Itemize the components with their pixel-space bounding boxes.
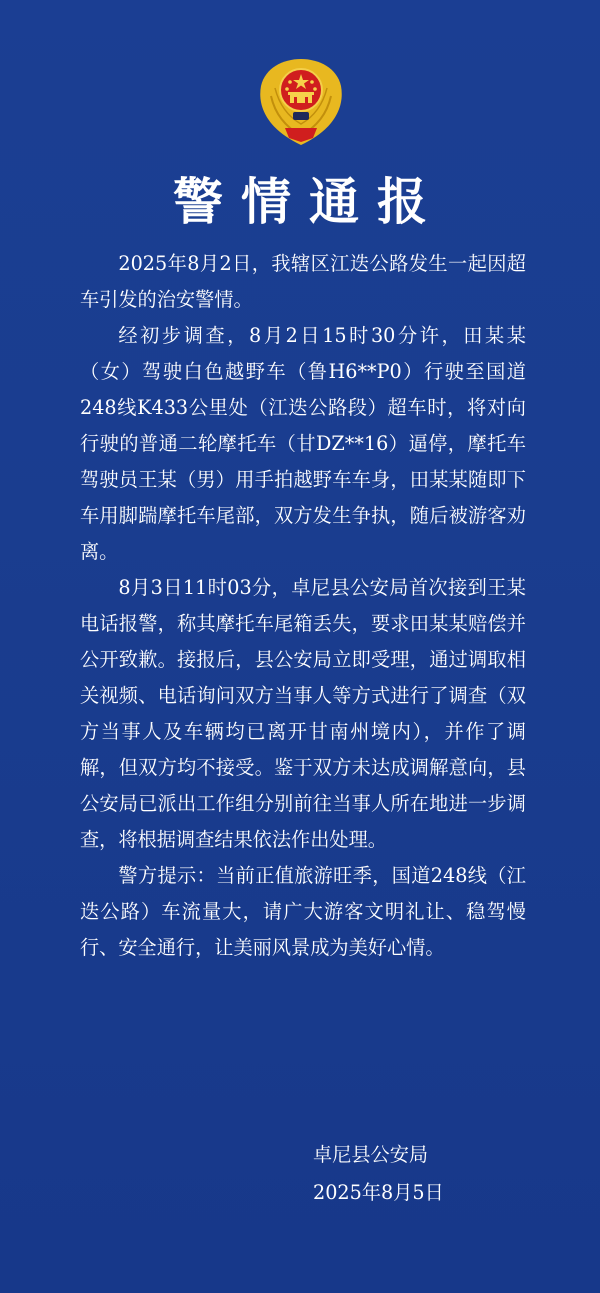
signature-block	[313, 1136, 513, 1212]
issuer-name: 卓尼县公安局	[313, 1143, 429, 1166]
notice-title: 警情通报	[173, 172, 445, 231]
police-emblem-icon	[257, 56, 345, 148]
issue-date: 2025年8月5日	[313, 1181, 444, 1204]
notice-paragraph-1: 2025年8月2日，我辖区江迭公路发生一起因超车引发的治安警情。	[80, 252, 526, 311]
notice-paragraph-2: 经初步调查，8月2日15时30分许，田某某（女）驾驶白色越野车（鲁H6**P0）行驶至国道248线K433公里处（江迭公路段）超车时，将对向行驶的普通二轮摩托车（甘DZ**16）逼停，摩托车驾驶员王某（男）用手拍越野车车身，田某某随即下车用脚踹摩托车尾部，双方发生争执，随后被游客劝离。	[80, 324, 526, 563]
notice-paragraph-4: 警方提示：当前正值旅游旺季，国道248线（江迭公路）车流量大，请广大游客文明礼让、稳驾慢行、安全通行，让美丽风景成为美好心情。	[80, 864, 526, 959]
notice-paragraph-3: 8月3日11时03分，卓尼县公安局首次接到王某电话报警，称其摩托车尾箱丢失，要求田某某赔偿并公开致歉。接报后，县公安局立即受理，通过调取相关视频、电话询问双方当事人等方式进行了调查（双方当事人及车辆均已离开甘南州境内），并作了调解，但双方均不接受。鉴于双方未达成调解意向，县公安局已派出工作组分别前往当事人所在地进一步调查，将根据调查结果依法作出处理。	[80, 576, 526, 851]
notice-body	[80, 246, 526, 966]
